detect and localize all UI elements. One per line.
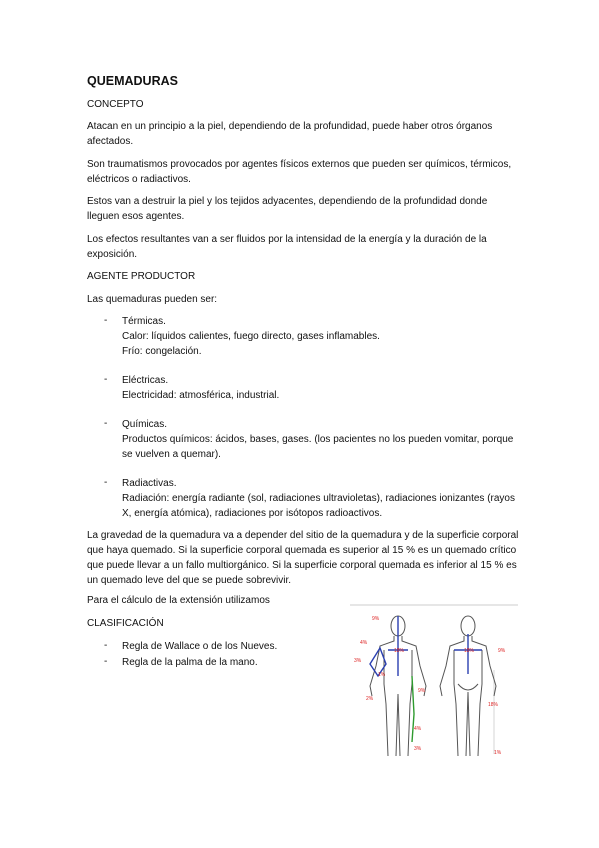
list-item-line: Calor: líquidos calientes, fuego directo, gases inflamables.: [122, 331, 380, 342]
paragraph: Son traumatismos provocados por agentes físicos externos que pueden ser químicos, térmicos, eléctricos o radiactivos.: [87, 159, 512, 185]
label-head-front: 9%: [372, 616, 380, 622]
percent-labels: [354, 616, 506, 756]
paragraph: Estos van a destruir la piel y los tejidos adyacentes, dependiendo de la profundidad donde lleguen esos agentes.: [87, 196, 488, 222]
leg-measure-line: [412, 676, 414, 742]
list-item-wallace: Regla de Wallace o de los Nueves.: [122, 641, 278, 652]
intro-text: Las quemaduras pueden ser:: [87, 294, 218, 305]
list-item-line: Electricidad: atmosférica, industrial.: [122, 390, 280, 401]
list-dash: -: [104, 640, 108, 651]
paragraph-calculo: Para el cálculo de la extensión utilizamos: [87, 595, 270, 606]
list-dash: -: [104, 315, 108, 326]
label-leg-low-front: 3%: [414, 746, 422, 752]
label-arm2-front: 3%: [354, 658, 362, 664]
list-item-palma: Regla de la palma de la mano.: [122, 657, 258, 668]
list-item-line: Productos químicos: ácidos, bases, gases. (los pacientes no los pueden vomitar, porque se vuelven a quemar).: [122, 434, 514, 460]
list-item-title: Térmicas.: [122, 316, 166, 327]
list-item: [122, 476, 522, 521]
label-leg-mid-front: 4%: [414, 726, 422, 732]
paragraph-gravedad: La gravedad de la quemadura va a depender del sitio de la quemadura y de la superficie corporal que haya quemado. Si la superficie corporal quemada es superior al 15 % es un quemado crítico que puede llevar a un fallo multiorgánico. Si la superficie corporal quemada es inferior al 15 % es un quemado leve del que se puede sobrevivir.: [87, 530, 519, 586]
page-title: QUEMADURAS: [87, 74, 178, 88]
list-item: [122, 417, 522, 462]
paragraph: Los efectos resultantes van a ser fluidos por la intensidad de la energía y la duración de la exposición.: [87, 234, 487, 260]
section-heading-agente: AGENTE PRODUCTOR: [87, 271, 196, 282]
list-dash: -: [104, 477, 108, 488]
list-dash: -: [104, 418, 108, 429]
label-hand: 2%: [366, 696, 374, 702]
list-item: [122, 314, 522, 359]
list-item-title: Radiactivas.: [122, 478, 177, 489]
list-item-title: Eléctricas.: [122, 375, 169, 386]
label-torso-back: 18%: [464, 648, 475, 654]
list-item-line: Frío: congelación.: [122, 346, 202, 357]
list-item: [122, 373, 522, 403]
list-dash: -: [104, 656, 108, 667]
section-heading-concepto: CONCEPTO: [87, 99, 144, 110]
label-torso-front: 18%: [394, 648, 405, 654]
label-leg-upper-front: 9%: [418, 688, 426, 694]
label-arm-back: 9%: [498, 648, 506, 654]
label-arm-front: 4%: [360, 640, 368, 646]
rule-of-nines-figure: [350, 604, 518, 762]
list-dash: -: [104, 374, 108, 385]
front-measure-lines: [370, 616, 482, 676]
section-heading-clasificacion: CLASIFICACIÓN: [87, 618, 164, 629]
label-leg-back: 18%: [488, 702, 499, 708]
label-genital: 1%: [378, 672, 386, 678]
paragraph: Atacan en un principio a la piel, dependiendo de la profundidad, puede haber otros órganos afectados.: [87, 121, 493, 147]
list-item-line: Radiación: energía radiante (sol, radiaciones ultravioletas), radiaciones ionizantes (rayos X, energía atómica), radiaciones por isótopos radioactivos.: [122, 493, 515, 519]
list-item-title: Químicas.: [122, 419, 168, 430]
label-foot: 1%: [494, 750, 502, 756]
